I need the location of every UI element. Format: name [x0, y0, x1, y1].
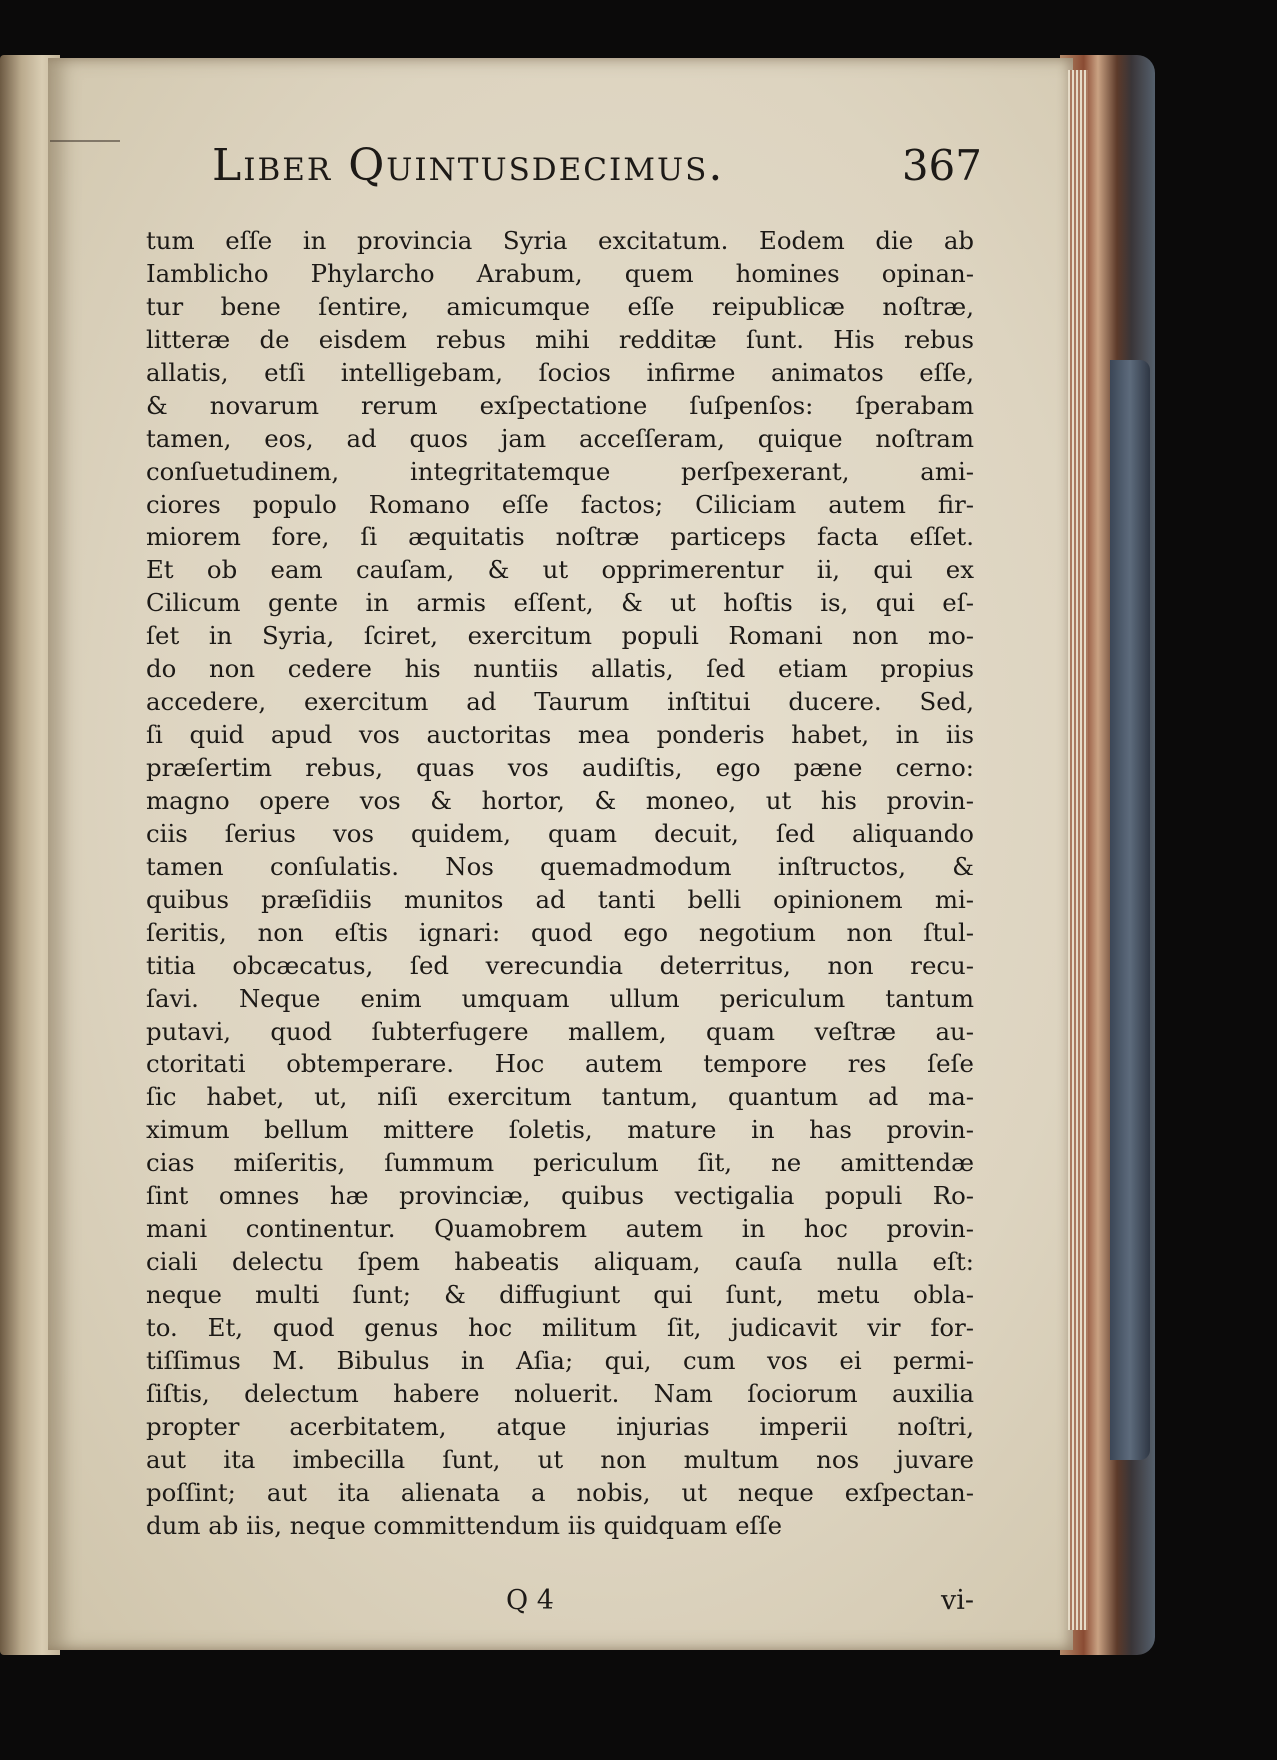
text-line: neque multi ſunt; & diffugiunt qui ſunt, metu obla- [146, 1280, 974, 1309]
text-line: ſi quid apud vos auctoritas mea ponderis habet, in iis [146, 720, 974, 750]
text-line: ſint omnes hæ provinciæ, quibus vectigalia populi Ro- [146, 1181, 974, 1211]
text-line: do non cedere his nuntiis allatis, ſed etiam propius [146, 654, 974, 684]
text-line: conſuetudinem, integritatemque perſpexerant, ami- [146, 456, 974, 486]
text-line: tiſſimus M. Bibulus in Aſia; qui, cum vos ei permi- [146, 1345, 974, 1375]
text-line: ciali delectu ſpem habeatis aliquam, cauſa nulla eſt: [146, 1247, 974, 1277]
page-edges [1068, 70, 1088, 1630]
text-line: & novarum rerum exſpectatione ſuſpenſos: ſperabam [146, 390, 974, 420]
running-title: Liber Quintusdecimus. [212, 140, 725, 191]
text-line: putavi, quod ſubterfugere mallem, quam veſtræ au- [146, 1016, 974, 1046]
text-line: præſertim rebus, quas vos audiſtis, ego pæne cerno: [146, 753, 974, 782]
text-line: Cilicum gente in armis eſſent, & ut hoſtis is, qui eſ- [146, 588, 974, 618]
text-line: aut ita imbecilla ſunt, ut non multum nos juvare [146, 1444, 974, 1474]
text-line: to. Et, quod genus hoc militum ſit, judicavit vir for- [146, 1312, 974, 1342]
left-page-rule [50, 140, 120, 142]
text-line: allatis, etſi intelligebam, ſocios infirme animatos eſſe, [146, 357, 974, 387]
running-header [212, 140, 982, 200]
text-line: tamen conſulatis. Nos quemadmodum inſtructos, & [146, 851, 974, 881]
text-line: ſet in Syria, ſciret, exercitum populi Romani non mo- [146, 621, 974, 651]
text-line: ſavi. Neque enim umquam ullum periculum tantum [146, 983, 974, 1013]
page-number: 367 [901, 141, 982, 190]
text-line: miorem fore, ſi æquitatis noſtræ particeps facta eſſet. [146, 522, 974, 552]
text-line: Et ob eam cauſam, & ut opprimerentur ii, qui ex [146, 555, 974, 585]
text-line: ſic habet, ut, niſi exercitum tantum, quantum ad ma- [146, 1082, 974, 1112]
text-line: dum ab iis, neque committendum iis quidquam eſſe [146, 1510, 783, 1540]
text-line: accedere, exercitum ad Taurum inſtitui ducere. Sed, [146, 687, 974, 717]
text-line: ctoritati obtemperare. Hoc autem tempore res ſeſe [146, 1049, 974, 1079]
text-line: quibus præſidiis munitos ad tanti belli opinionem mi- [146, 884, 974, 914]
text-line: Iamblicho Phylarcho Arabum, quem homines opinan- [146, 258, 974, 288]
text-line: titia obcæcatus, ſed verecundia deterritus, non recu- [146, 950, 974, 980]
text-line: tum eſſe in provincia Syria excitatum. Eodem die ab [146, 226, 974, 255]
text-line: ximum bellum mittere ſoletis, mature in has provin- [146, 1115, 974, 1145]
text-line: ſeritis, non eſtis ignari: quod ego negotium non ſtul- [146, 917, 974, 947]
page-footer [146, 1585, 974, 1625]
book-cover-edge [1110, 360, 1150, 1460]
signature-mark: Q 4 [506, 1585, 554, 1616]
text-line: mani continentur. Quamobrem autem in hoc provin- [146, 1214, 974, 1244]
text-line: tamen, eos, ad quos jam acceſſeram, quique noſtram [146, 423, 974, 453]
catchword: vi- [940, 1585, 974, 1616]
text-line: ciis ſerius vos quidem, quam decuit, ſed aliquando [146, 818, 974, 848]
text-line: litteræ de eisdem rebus mihi redditæ ſunt. His rebus [146, 324, 974, 354]
body-text [146, 225, 974, 1543]
text-line: ſiſtis, delectum habere noluerit. Nam ſociorum auxilia [146, 1378, 974, 1408]
text-line: ciores populo Romano eſſe factos; Ciliciam autem fir- [146, 489, 974, 519]
text-line: propter acerbitatem, atque injurias imperii noſtri, [146, 1411, 974, 1441]
text-line: cias miſeritis, ſummum periculum ſit, ne amittendæ [146, 1148, 974, 1178]
text-line: magno opere vos & hortor, & moneo, ut his provin- [146, 785, 974, 815]
text-line: poſſint; aut ita alienata a nobis, ut neque exſpectan- [146, 1477, 974, 1507]
text-line: tur bene ſentire, amicumque eſſe reipublicæ noſtræ, [146, 291, 974, 321]
